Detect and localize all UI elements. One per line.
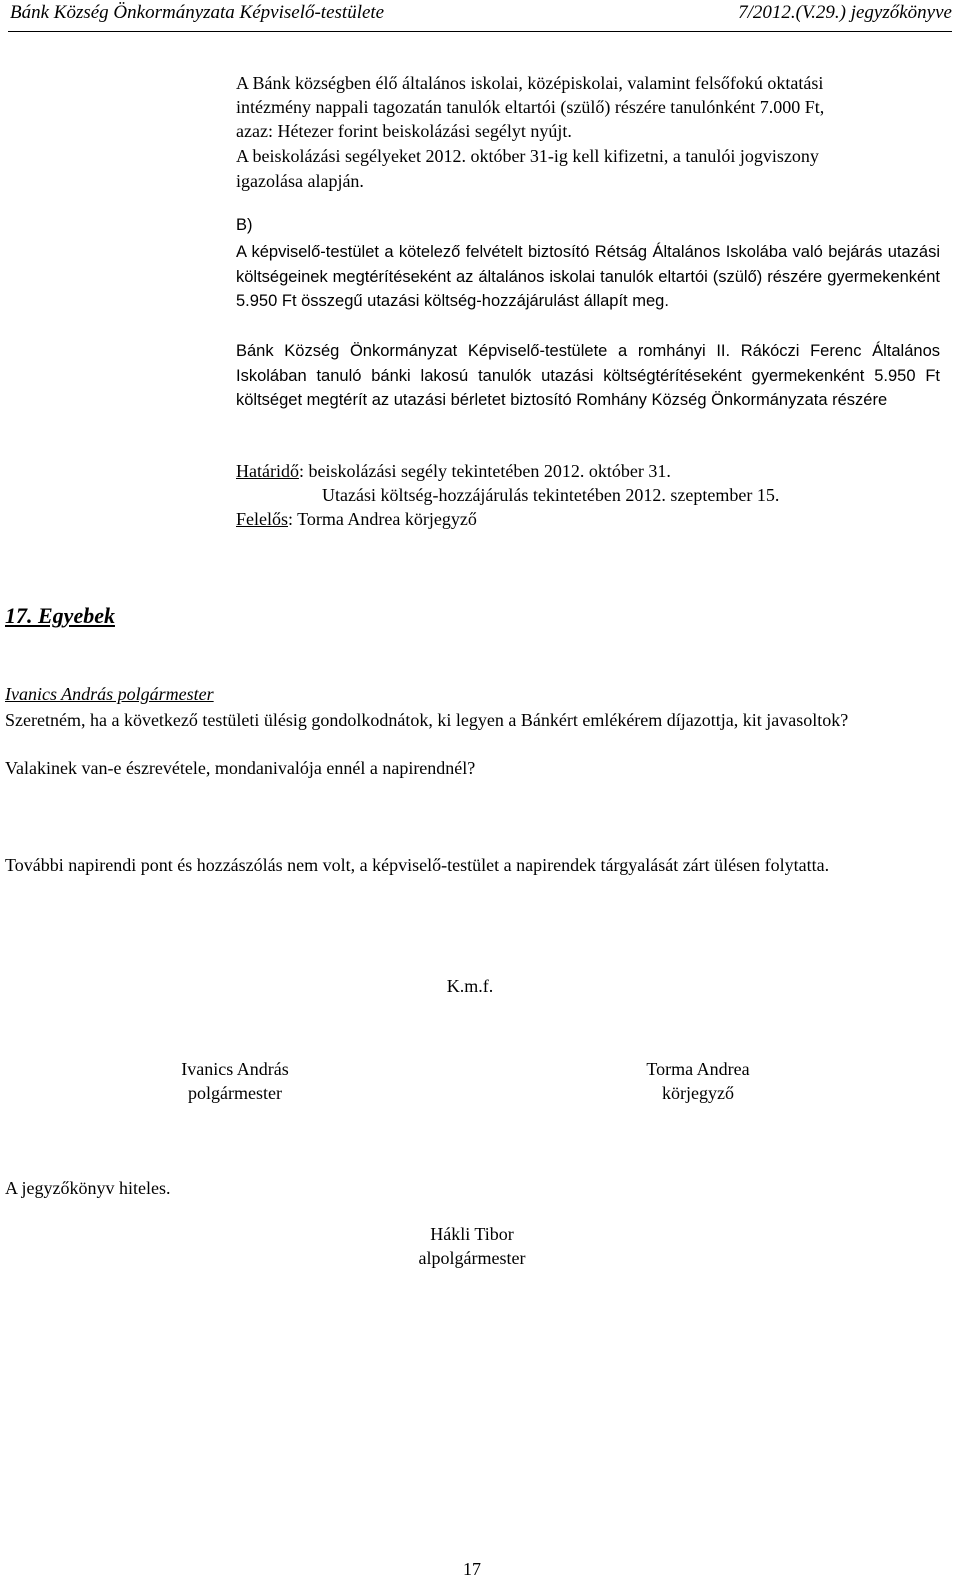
header-divider: [8, 31, 952, 32]
kmf-label: K.m.f.: [446, 976, 494, 996]
speech-paragraph-2: Valakinek van-e észrevétele, mondanivalója ennél a napirendnél?: [5, 758, 476, 778]
section-b-paragraph-2: Bánk Község Önkormányzat Képviselő-testülete a romhányi II. Rákóczi Ferenc Általános Iskolában tanuló bánki lakosú tanulók utazási költségtérítéseként gyermekenként 5.950 Ft költséget megtérít az utazási bérletet biztosító Romhány Község Önkormányzata részére: [236, 342, 940, 410]
section-a-line-4: A beiskolázási segélyeket 2012. október 31-ig kell kifizetni, a tanulói jogviszony: [236, 146, 819, 166]
section-b-paragraph-1: A képviselő-testület a kötelező felvételt biztosító Rétság Általános Iskolába való bejárás utazási költségeinek megtérítéseként az általános iskolai tanulók eltartói (szülő) részére gyermekenként 5.950 Ft összegű utazási költség-hozzájárulást állapít meg.: [236, 243, 940, 311]
page-header: [10, 2, 952, 24]
authenticator-title: alpolgármester: [418, 1248, 526, 1268]
section-b-label: B): [236, 216, 253, 234]
deadline-line: [236, 459, 671, 483]
signature-left: [135, 1057, 335, 1105]
section-a-line-2: intézmény nappali tagozatán tanulók eltartói (szülő) részére tanulónként 7.000 Ft,: [236, 97, 825, 117]
deadline-value-1: : beiskolázási segély tekintetében 2012. október 31.: [298, 461, 671, 481]
signature-left-name: Ivanics András: [181, 1059, 289, 1079]
deadline-label: Határidő: [236, 461, 299, 481]
page-number: 17: [463, 1559, 481, 1579]
speaker-name: Ivanics András polgármester: [5, 684, 214, 704]
authenticator-name: Hákli Tibor: [430, 1224, 514, 1244]
authenticator-signature: [372, 1222, 572, 1270]
header-title: Bánk Község Önkormányzata Képviselő-testülete: [10, 2, 385, 23]
responsible-value: : Torma Andrea körjegyző: [288, 509, 477, 529]
section-heading: 17. Egyebek: [5, 603, 115, 628]
signature-right-title: körjegyző: [662, 1083, 734, 1103]
header-document-id: 7/2012.(V.29.) jegyzőkönyve: [738, 2, 952, 23]
responsible-label: Felelős: [236, 509, 288, 529]
responsible-line: [236, 507, 477, 531]
signature-right-name: Torma Andrea: [646, 1059, 750, 1079]
speech-paragraph-1: Szeretném, ha a következő testületi ülésig gondolkodnátok, ki legyen a Bánkért emlékérem díjazottja, kit javasoltok?: [5, 710, 849, 730]
section-a-line-5: igazolása alapján.: [236, 171, 364, 191]
closing-statement: További napirendi pont és hozzászólás nem volt, a képviselő-testület a napirendek tárgyalását zárt ülésen folytatta.: [5, 855, 830, 875]
signature-left-title: polgármester: [188, 1083, 282, 1103]
section-a-line-1: A Bánk községben élő általános iskolai, középiskolai, valamint felsőfokú oktatási: [236, 73, 824, 93]
deadline-value-2: Utazási költség-hozzájárulás tekintetében 2012. szeptember 15.: [322, 485, 780, 505]
section-a-line-3: azaz: Hétezer forint beiskolázási segélyt nyújt.: [236, 121, 572, 141]
signature-right: [598, 1057, 798, 1105]
authentication-statement: A jegyzőkönyv hiteles.: [5, 1178, 171, 1198]
